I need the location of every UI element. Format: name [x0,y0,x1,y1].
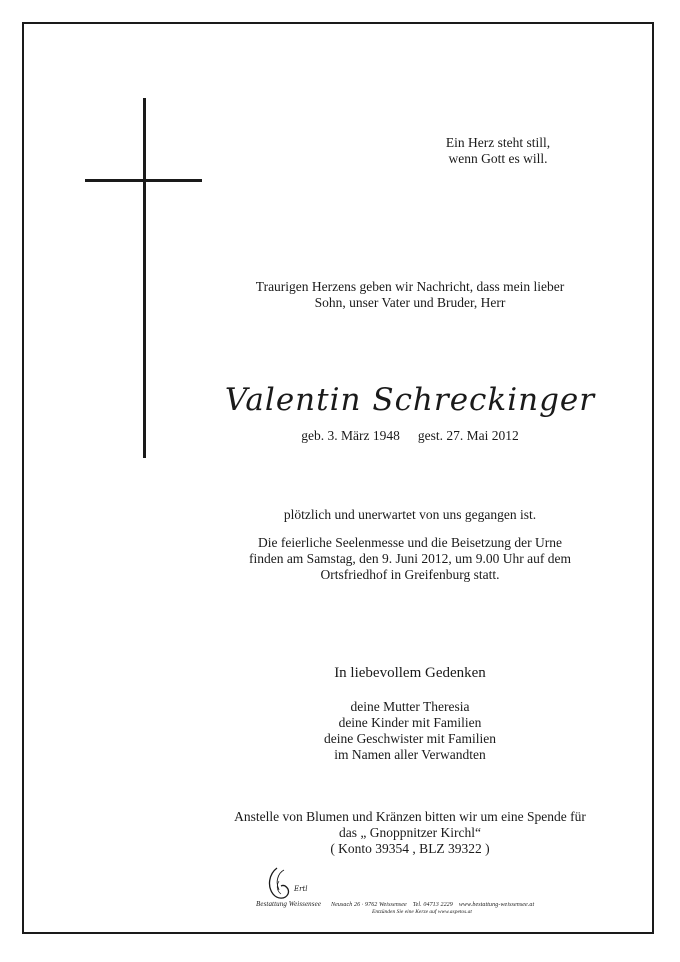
intro-line: Sohn, unser Vater und Bruder, Herr [314,295,506,310]
death-date: gest. 27. Mai 2012 [417,428,519,443]
departed-text: plötzlich und unerwartet von uns gegangen ist. [283,507,537,522]
service-announcement [200,535,620,583]
footer-candle-note: Entzünden Sie eine Kerze auf www.aspetos.at [372,909,472,915]
birth-date: geb. 3. März 1948 [301,428,400,443]
service-line: Die feierliche Seelenmesse und die Beisetzung der Urne [257,535,562,550]
footer-ertl: Ertl [294,885,308,893]
deceased-name: Valentin Schreckinger [224,382,596,418]
cross-vertical-bar [143,98,146,458]
mourner-line: deine Kinder mit Familien [338,715,482,730]
footer-website-link[interactable]: www.bestattung-weissensee.at [458,902,535,908]
footer-address: Neusach 26 · 9762 Weissensee [331,902,407,908]
intro-text [200,279,620,311]
donation-line: Anstelle von Blumen und Kränzen bitten wir um eine Spende für [234,809,586,824]
service-line: finden am Samstag, den 9. Juni 2012, um 9.00 Uhr auf dem [248,551,572,566]
mourner-line: deine Geschwister mit Familien [323,731,497,746]
donation-line: das „ Gnoppnitzer Kirchl“ [338,825,482,840]
footer-contact [256,900,576,908]
intro-line: Traurigen Herzens geben wir Nachricht, dass mein lieber [255,279,565,294]
motto-line: Ein Herz steht still, [445,135,551,150]
mourner-line: im Namen aller Verwandten [334,747,486,762]
motto [418,135,578,167]
motto-line: wenn Gott es will. [448,151,548,166]
mourners-list [200,699,620,763]
memory-heading: In liebevollem Gedenken [334,665,486,681]
donation-line: ( Konto 39354 , BLZ 39322 ) [330,841,490,856]
mourner-line: deine Mutter Theresia [350,699,470,714]
footer-brand: Bestattung Weissensee [256,900,322,908]
donation-request [200,809,620,857]
cross-horizontal-bar [85,179,202,182]
service-line: Ortsfriedhof in Greifenburg statt. [320,567,500,582]
life-dates [200,428,620,444]
footer-phone: Tel. 04713 2229 [412,902,453,908]
